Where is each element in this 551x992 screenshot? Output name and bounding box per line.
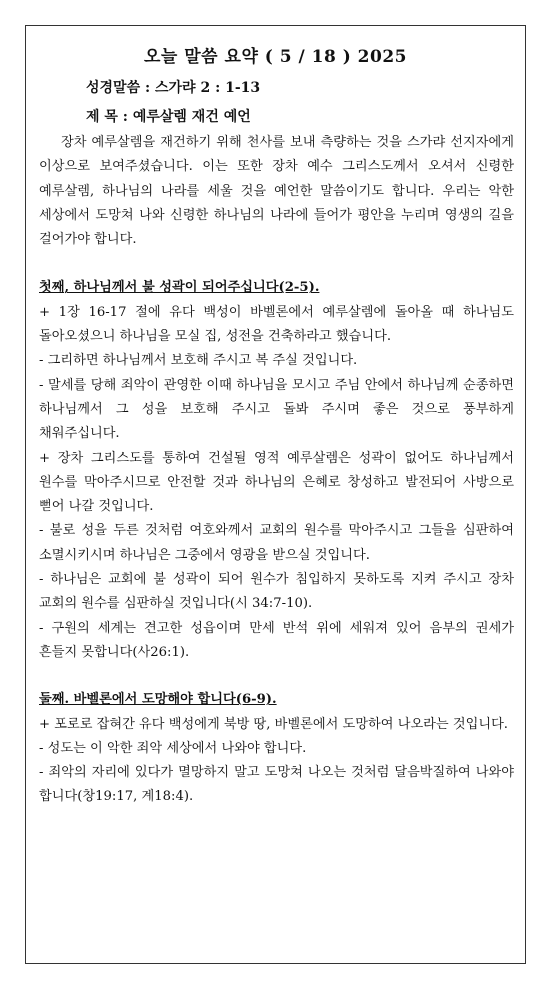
page-title: 오늘 말씀 요약 ( 5 / 18 ) 2025 (144, 47, 407, 67)
section2-item: + 포로로 잡혀간 유다 백성에게 북방 땅, 바벨론에서 도망하여 나오라는 것입니다. (39, 716, 509, 732)
spacer (39, 252, 514, 276)
section2-heading: 둘째. 바벨론에서 도망해야 합니다(6-9). (39, 692, 277, 708)
summary-body (39, 131, 514, 810)
scripture-reference: 성경말씀 : 스가랴 2 : 1-13 (86, 80, 261, 96)
spacer (39, 665, 514, 688)
section1-heading: 첫째, 하나님께서 불 성곽이 되어주십니다(2-5). (39, 280, 320, 296)
intro-paragraph: 장차 예루살렘을 재건하기 위해 천사를 보내 측량하는 것을 스가랴 선지자에게 이상으로 보여주셨습니다. 이는 또한 장차 예수 그리스도께서 오셔서 신령한 예루살렘, 하나님의 나라를 세울 것을 예언한 말씀이기도 합니다. 우리는 악한 세상에서 도망쳐 나와 신령한 하나님의 나라에 들어가 평안을 누리며 영생의 길을 걸어가야 합니다. (39, 135, 514, 248)
section1-item: - 말세를 당해 죄악이 관영한 이때 하나님을 모시고 주님 안에서 하나님께 순종하면 하나님께서 그 성을 보호해 주시고 돌봐 주시며 좋은 것으로 풍부하게 채워주십니다. (39, 377, 514, 442)
section1-item: - 불로 성을 두른 것처럼 여호와께서 교회의 원수를 막아주시고 그들을 심판하여 소멸시키시며 하나님은 그중에서 영광을 받으실 것입니다. (39, 523, 514, 563)
sermon-subject: 제 목 : 예루살렘 재건 예언 (86, 109, 251, 125)
section1-item: - 구원의 세계는 견고한 성읍이며 만세 반석 위에 세워져 있어 음부의 권세가 흔들지 못합니다(사26:1). (39, 620, 514, 660)
section2-item: - 성도는 이 악한 죄악 세상에서 나와야 합니다. (39, 740, 307, 756)
section2-item: - 죄악의 자리에 있다가 멸망하지 말고 도망쳐 나오는 것처럼 달음박질하여 나와야 합니다(창19:17, 계18:4). (39, 765, 514, 805)
bulletin-frame (25, 25, 526, 964)
section1-item: + 1장 16-17 절에 유다 백성이 바벨론에서 예루살렘에 돌아올 때 하나님도 돌아오셨으니 하나님을 모실 집, 성전을 건축하라고 했습니다. (39, 304, 514, 345)
section1-item: - 그리하면 하나님께서 보호해 주시고 복 주실 것입니다. (39, 353, 358, 369)
section1-item: + 장차 그리스도를 통하여 건설될 영적 예루살렘은 성곽이 없어도 하나님께서 원수를 막아주시므로 안전할 것과 하나님의 은혜로 창성하고 발전되어 사방으로 뻗어 나갈 것입니다. (39, 450, 514, 515)
section1-item: - 하나님은 교회에 불 성곽이 되어 원수가 침입하지 못하도록 지켜 주시고 장차 교회의 원수를 심판하실 것입니다(시 34:7-10). (39, 572, 514, 612)
